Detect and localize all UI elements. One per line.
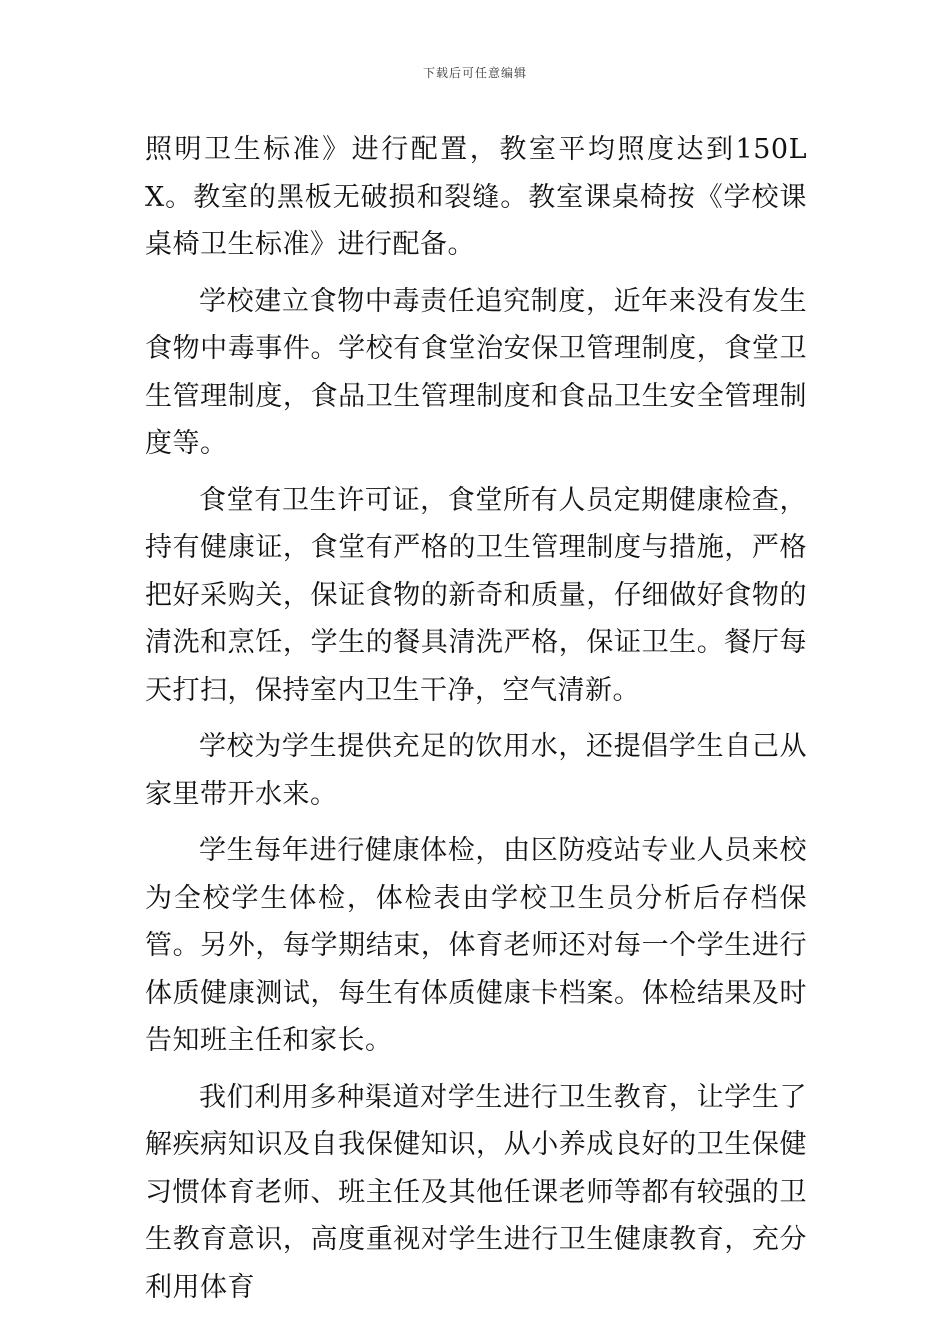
page-header-note: 下载后可任意编辑 (422, 66, 527, 80)
paragraph-drinking-water: 学校为学生提供充足的饮用水，还提倡学生自己从家里带开水来。 (145, 731, 807, 810)
paragraph-health-checkup: 学生每年进行健康体检，由区防疫站专业人员来校为全校学生体检，体检表由学校卫生员分析后存档保管。另外，每学期结束，体育老师还对每一个学生进行体质健康测试，每生有体质健康卡档案。体检结果及时告知班主任和家长。 (145, 835, 807, 1056)
paragraph-canteen-hygiene: 食堂有卫生许可证，食堂所有人员定期健康检查，持有健康证，食堂有严格的卫生管理制度与措施，严格把好采购关，保证食物的新奇和质量，仔细做好食物的清洗和烹饪，学生的餐具清洗严格，保证卫生。餐厅每天打扫，保持室内卫生干净，空气清新。 (145, 484, 807, 706)
paragraph-classroom-lighting: 照明卫生标准》进行配置，教室平均照度达到150LX。教室的黑板无破损和裂缝。教室课桌椅按《学校课桌椅卫生标准》进行配备。 (145, 134, 807, 260)
document-body (145, 126, 807, 1320)
paragraph-health-education: 我们利用多种渠道对学生进行卫生教育，让学生了解疾病知识及自我保健知识，从小养成良好的卫生保健习惯体育老师、班主任及其他任课老师等都有较强的卫生教育意识，高度重视对学生进行卫生健康教育，充分利用体育 (145, 1081, 807, 1303)
paragraph-food-poisoning-policy: 学校建立食物中毒责任追究制度，近年来没有发生食物中毒事件。学校有食堂治安保卫管理制度，食堂卫生管理制度，食品卫生管理制度和食品卫生安全管理制度等。 (145, 285, 807, 459)
